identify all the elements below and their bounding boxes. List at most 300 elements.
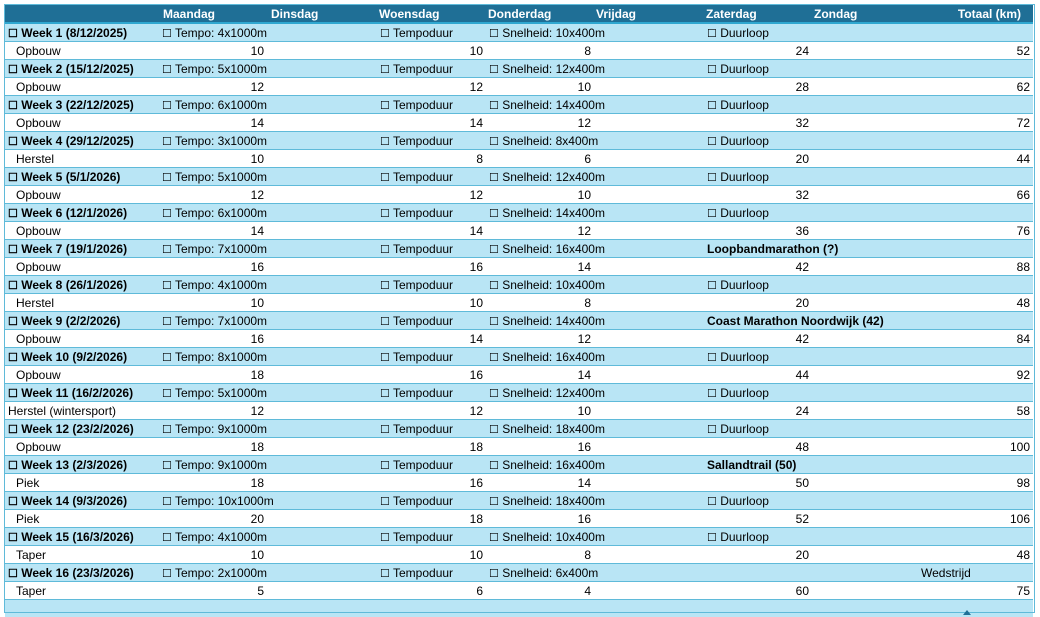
checkbox-icon[interactable]: ☐ [707, 100, 717, 112]
km-empty[interactable] [594, 438, 704, 456]
km-empty[interactable] [812, 510, 915, 528]
km-dinsdag[interactable]: 12 [159, 78, 267, 96]
km-vrijdag[interactable]: 8 [486, 546, 594, 564]
checkbox-icon[interactable]: ☐ [162, 208, 172, 220]
km-empty[interactable] [594, 330, 704, 348]
wednesday-session-cell[interactable] [377, 204, 486, 222]
checkbox-icon[interactable]: ☐ [8, 280, 18, 292]
km-dinsdag[interactable]: 14 [159, 222, 267, 240]
phase-cell[interactable]: Herstel (wintersport) [5, 402, 159, 420]
km-vrijdag[interactable]: 12 [486, 114, 594, 132]
week-cell[interactable] [5, 168, 159, 186]
resize-handle-icon[interactable] [963, 610, 971, 615]
km-vrijdag[interactable]: 14 [486, 474, 594, 492]
wednesday-session-cell[interactable] [377, 384, 486, 402]
km-empty[interactable] [594, 42, 704, 60]
checkbox-icon[interactable]: ☐ [162, 460, 172, 472]
checkbox-icon[interactable]: ☐ [380, 64, 390, 76]
km-totaal[interactable]: 84 [915, 330, 1033, 348]
km-zondag[interactable]: 32 [704, 186, 812, 204]
km-totaal[interactable]: 62 [915, 78, 1033, 96]
km-donderdag[interactable]: 16 [377, 474, 486, 492]
sunday-session-cell[interactable] [915, 420, 1033, 438]
km-totaal[interactable]: 72 [915, 114, 1033, 132]
km-zondag[interactable]: 60 [704, 582, 812, 600]
km-empty[interactable] [267, 42, 377, 60]
saturday-session-cell[interactable] [704, 564, 915, 582]
km-vrijdag[interactable]: 10 [486, 402, 594, 420]
checkbox-icon[interactable]: ☐ [380, 208, 390, 220]
saturday-session-cell[interactable] [704, 132, 915, 150]
checkbox-icon[interactable]: ☐ [162, 568, 172, 580]
saturday-session-cell[interactable] [704, 348, 915, 366]
km-empty[interactable] [812, 222, 915, 240]
thursday-session-cell[interactable] [486, 564, 704, 582]
checkbox-icon[interactable]: ☐ [707, 208, 717, 220]
km-vrijdag[interactable]: 10 [486, 78, 594, 96]
wednesday-session-cell[interactable] [377, 564, 486, 582]
saturday-session-cell[interactable] [704, 240, 915, 258]
wednesday-session-cell[interactable] [377, 276, 486, 294]
km-empty[interactable] [594, 294, 704, 312]
sunday-session-cell[interactable] [915, 384, 1033, 402]
km-donderdag[interactable]: 8 [377, 150, 486, 168]
monday-session-cell[interactable] [159, 528, 377, 546]
checkbox-icon[interactable]: ☐ [8, 316, 18, 328]
km-donderdag[interactable]: 14 [377, 330, 486, 348]
sunday-session-cell[interactable] [915, 348, 1033, 366]
sunday-session-cell[interactable] [915, 564, 1033, 582]
sunday-session-cell[interactable] [915, 132, 1033, 150]
checkbox-icon[interactable]: ☐ [162, 496, 172, 508]
km-empty[interactable] [594, 258, 704, 276]
checkbox-icon[interactable]: ☐ [8, 172, 18, 184]
checkbox-icon[interactable]: ☐ [162, 136, 172, 148]
sunday-session-cell[interactable] [915, 204, 1033, 222]
km-totaal[interactable]: 100 [915, 438, 1033, 456]
wednesday-session-cell[interactable] [377, 132, 486, 150]
checkbox-icon[interactable]: ☐ [380, 172, 390, 184]
saturday-session-cell[interactable] [704, 528, 915, 546]
km-dinsdag[interactable]: 10 [159, 294, 267, 312]
monday-session-cell[interactable] [159, 204, 377, 222]
monday-session-cell[interactable] [159, 564, 377, 582]
checkbox-icon[interactable]: ☐ [380, 136, 390, 148]
checkbox-icon[interactable]: ☐ [380, 316, 390, 328]
checkbox-icon[interactable]: ☐ [380, 280, 390, 292]
km-empty[interactable] [594, 78, 704, 96]
sunday-session-cell[interactable] [915, 60, 1033, 78]
week-cell[interactable] [5, 456, 159, 474]
checkbox-icon[interactable]: ☐ [380, 244, 390, 256]
km-empty[interactable] [812, 366, 915, 384]
checkbox-icon[interactable]: ☐ [8, 568, 18, 580]
km-zondag[interactable]: 28 [704, 78, 812, 96]
monday-session-cell[interactable] [159, 384, 377, 402]
km-dinsdag[interactable]: 12 [159, 402, 267, 420]
km-empty[interactable] [267, 258, 377, 276]
sunday-session-cell[interactable] [915, 23, 1033, 42]
week-cell[interactable] [5, 384, 159, 402]
week-cell[interactable] [5, 204, 159, 222]
checkbox-icon[interactable]: ☐ [489, 496, 499, 508]
km-empty[interactable] [267, 546, 377, 564]
checkbox-icon[interactable]: ☐ [489, 352, 499, 364]
monday-session-cell[interactable] [159, 348, 377, 366]
thursday-session-cell[interactable] [486, 456, 704, 474]
checkbox-icon[interactable]: ☐ [380, 424, 390, 436]
sunday-session-cell[interactable] [915, 276, 1033, 294]
checkbox-icon[interactable]: ☐ [8, 100, 18, 112]
km-empty[interactable] [812, 294, 915, 312]
checkbox-icon[interactable]: ☐ [489, 280, 499, 292]
km-zondag[interactable]: 52 [704, 510, 812, 528]
checkbox-icon[interactable]: ☐ [8, 208, 18, 220]
km-empty[interactable] [594, 222, 704, 240]
week-cell[interactable] [5, 348, 159, 366]
monday-session-cell[interactable] [159, 168, 377, 186]
checkbox-icon[interactable]: ☐ [8, 244, 18, 256]
wednesday-session-cell[interactable] [377, 420, 486, 438]
km-donderdag[interactable]: 12 [377, 186, 486, 204]
thursday-session-cell[interactable] [486, 132, 704, 150]
km-zondag[interactable]: 20 [704, 150, 812, 168]
km-dinsdag[interactable]: 5 [159, 582, 267, 600]
km-empty[interactable] [594, 114, 704, 132]
km-zondag[interactable]: 20 [704, 546, 812, 564]
checkbox-icon[interactable]: ☐ [162, 424, 172, 436]
checkbox-icon[interactable]: ☐ [707, 424, 717, 436]
km-vrijdag[interactable]: 16 [486, 510, 594, 528]
monday-session-cell[interactable] [159, 60, 377, 78]
thursday-session-cell[interactable] [486, 348, 704, 366]
monday-session-cell[interactable] [159, 276, 377, 294]
km-vrijdag[interactable]: 8 [486, 42, 594, 60]
km-vrijdag[interactable]: 12 [486, 330, 594, 348]
checkbox-icon[interactable]: ☐ [489, 568, 499, 580]
week-cell[interactable] [5, 492, 159, 510]
km-totaal[interactable]: 92 [915, 366, 1033, 384]
checkbox-icon[interactable]: ☐ [707, 28, 717, 40]
week-cell[interactable] [5, 132, 159, 150]
km-vrijdag[interactable]: 8 [486, 294, 594, 312]
phase-cell[interactable]: Opbouw [5, 186, 159, 204]
km-dinsdag[interactable]: 18 [159, 366, 267, 384]
km-totaal[interactable]: 48 [915, 294, 1033, 312]
km-donderdag[interactable]: 6 [377, 582, 486, 600]
saturday-session-cell[interactable] [704, 60, 915, 78]
sunday-session-cell[interactable] [915, 312, 1033, 330]
wednesday-session-cell[interactable] [377, 492, 486, 510]
km-donderdag[interactable]: 10 [377, 294, 486, 312]
checkbox-icon[interactable]: ☐ [380, 28, 390, 40]
week-cell[interactable] [5, 276, 159, 294]
km-donderdag[interactable]: 10 [377, 42, 486, 60]
km-empty[interactable] [267, 114, 377, 132]
km-dinsdag[interactable]: 14 [159, 114, 267, 132]
km-empty[interactable] [594, 150, 704, 168]
km-empty[interactable] [267, 474, 377, 492]
km-donderdag[interactable]: 10 [377, 546, 486, 564]
checkbox-icon[interactable]: ☐ [380, 532, 390, 544]
phase-cell[interactable]: Opbouw [5, 42, 159, 60]
monday-session-cell[interactable] [159, 492, 377, 510]
km-dinsdag[interactable]: 18 [159, 438, 267, 456]
km-totaal[interactable]: 48 [915, 546, 1033, 564]
km-zondag[interactable]: 24 [704, 42, 812, 60]
km-totaal[interactable]: 76 [915, 222, 1033, 240]
km-empty[interactable] [267, 186, 377, 204]
monday-session-cell[interactable] [159, 23, 377, 42]
checkbox-icon[interactable]: ☐ [489, 424, 499, 436]
km-vrijdag[interactable]: 10 [486, 186, 594, 204]
monday-session-cell[interactable] [159, 240, 377, 258]
wednesday-session-cell[interactable] [377, 348, 486, 366]
week-cell[interactable] [5, 420, 159, 438]
km-zondag[interactable]: 20 [704, 294, 812, 312]
km-empty[interactable] [267, 294, 377, 312]
thursday-session-cell[interactable] [486, 240, 704, 258]
km-totaal[interactable]: 75 [915, 582, 1033, 600]
km-empty[interactable] [812, 438, 915, 456]
sunday-session-cell[interactable] [915, 168, 1033, 186]
checkbox-icon[interactable]: ☐ [707, 172, 717, 184]
thursday-session-cell[interactable] [486, 312, 704, 330]
checkbox-icon[interactable]: ☐ [162, 316, 172, 328]
checkbox-icon[interactable]: ☐ [380, 388, 390, 400]
checkbox-icon[interactable]: ☐ [707, 496, 717, 508]
km-totaal[interactable]: 66 [915, 186, 1033, 204]
checkbox-icon[interactable]: ☐ [707, 352, 717, 364]
thursday-session-cell[interactable] [486, 420, 704, 438]
km-zondag[interactable]: 42 [704, 258, 812, 276]
checkbox-icon[interactable]: ☐ [162, 352, 172, 364]
km-zondag[interactable]: 44 [704, 366, 812, 384]
sunday-session-cell[interactable] [915, 240, 1033, 258]
km-empty[interactable] [812, 186, 915, 204]
thursday-session-cell[interactable] [486, 276, 704, 294]
checkbox-icon[interactable]: ☐ [380, 460, 390, 472]
wednesday-session-cell[interactable] [377, 312, 486, 330]
km-zondag[interactable]: 42 [704, 330, 812, 348]
km-dinsdag[interactable]: 16 [159, 330, 267, 348]
phase-cell[interactable]: Opbouw [5, 366, 159, 384]
km-donderdag[interactable]: 14 [377, 114, 486, 132]
km-empty[interactable] [812, 330, 915, 348]
km-totaal[interactable]: 98 [915, 474, 1033, 492]
saturday-session-cell[interactable] [704, 420, 915, 438]
phase-cell[interactable]: Opbouw [5, 114, 159, 132]
wednesday-session-cell[interactable] [377, 23, 486, 42]
km-vrijdag[interactable]: 6 [486, 150, 594, 168]
km-empty[interactable] [812, 546, 915, 564]
week-cell[interactable] [5, 528, 159, 546]
checkbox-icon[interactable]: ☐ [489, 388, 499, 400]
checkbox-icon[interactable]: ☐ [162, 244, 172, 256]
checkbox-icon[interactable]: ☐ [8, 136, 18, 148]
checkbox-icon[interactable]: ☐ [162, 64, 172, 76]
checkbox-icon[interactable]: ☐ [707, 388, 717, 400]
checkbox-icon[interactable]: ☐ [489, 208, 499, 220]
km-donderdag[interactable]: 16 [377, 258, 486, 276]
km-empty[interactable] [812, 474, 915, 492]
km-empty[interactable] [812, 42, 915, 60]
km-empty[interactable] [812, 258, 915, 276]
checkbox-icon[interactable]: ☐ [8, 532, 18, 544]
km-empty[interactable] [594, 366, 704, 384]
checkbox-icon[interactable]: ☐ [380, 100, 390, 112]
saturday-session-cell[interactable] [704, 312, 915, 330]
checkbox-icon[interactable]: ☐ [489, 100, 499, 112]
km-empty[interactable] [267, 582, 377, 600]
week-cell[interactable] [5, 60, 159, 78]
checkbox-icon[interactable]: ☐ [707, 532, 717, 544]
km-empty[interactable] [812, 114, 915, 132]
km-zondag[interactable]: 32 [704, 114, 812, 132]
phase-cell[interactable]: Opbouw [5, 78, 159, 96]
checkbox-icon[interactable]: ☐ [162, 100, 172, 112]
wednesday-session-cell[interactable] [377, 60, 486, 78]
week-cell[interactable] [5, 96, 159, 114]
km-dinsdag[interactable]: 10 [159, 546, 267, 564]
checkbox-icon[interactable]: ☐ [380, 352, 390, 364]
km-dinsdag[interactable]: 16 [159, 258, 267, 276]
phase-cell[interactable]: Opbouw [5, 222, 159, 240]
week-cell[interactable] [5, 564, 159, 582]
wednesday-session-cell[interactable] [377, 96, 486, 114]
sunday-session-cell[interactable] [915, 456, 1033, 474]
km-empty[interactable] [594, 474, 704, 492]
checkbox-icon[interactable]: ☐ [489, 460, 499, 472]
km-donderdag[interactable]: 12 [377, 78, 486, 96]
checkbox-icon[interactable]: ☐ [8, 460, 18, 472]
checkbox-icon[interactable]: ☐ [707, 136, 717, 148]
km-donderdag[interactable]: 16 [377, 366, 486, 384]
km-empty[interactable] [812, 582, 915, 600]
phase-cell[interactable]: Opbouw [5, 258, 159, 276]
checkbox-icon[interactable]: ☐ [489, 244, 499, 256]
checkbox-icon[interactable]: ☐ [489, 136, 499, 148]
checkbox-icon[interactable]: ☐ [489, 64, 499, 76]
checkbox-icon[interactable]: ☐ [162, 28, 172, 40]
week-cell[interactable] [5, 23, 159, 42]
km-empty[interactable] [267, 222, 377, 240]
phase-cell[interactable]: Taper [5, 546, 159, 564]
thursday-session-cell[interactable] [486, 384, 704, 402]
km-empty[interactable] [267, 402, 377, 420]
km-donderdag[interactable]: 18 [377, 438, 486, 456]
checkbox-icon[interactable]: ☐ [162, 532, 172, 544]
saturday-session-cell[interactable] [704, 96, 915, 114]
checkbox-icon[interactable]: ☐ [162, 280, 172, 292]
km-vrijdag[interactable]: 12 [486, 222, 594, 240]
km-empty[interactable] [267, 438, 377, 456]
thursday-session-cell[interactable] [486, 168, 704, 186]
checkbox-icon[interactable]: ☐ [8, 424, 18, 436]
monday-session-cell[interactable] [159, 96, 377, 114]
checkbox-icon[interactable]: ☐ [8, 28, 18, 40]
sunday-session-cell[interactable] [915, 96, 1033, 114]
km-empty[interactable] [812, 402, 915, 420]
km-vrijdag[interactable]: 14 [486, 366, 594, 384]
monday-session-cell[interactable] [159, 456, 377, 474]
wednesday-session-cell[interactable] [377, 168, 486, 186]
km-dinsdag[interactable]: 18 [159, 474, 267, 492]
km-vrijdag[interactable]: 4 [486, 582, 594, 600]
km-empty[interactable] [812, 150, 915, 168]
saturday-session-cell[interactable] [704, 168, 915, 186]
km-empty[interactable] [594, 546, 704, 564]
km-vrijdag[interactable]: 14 [486, 258, 594, 276]
week-cell[interactable] [5, 240, 159, 258]
saturday-session-cell[interactable] [704, 276, 915, 294]
checkbox-icon[interactable]: ☐ [380, 496, 390, 508]
km-zondag[interactable]: 24 [704, 402, 812, 420]
km-totaal[interactable]: 106 [915, 510, 1033, 528]
km-dinsdag[interactable]: 12 [159, 186, 267, 204]
thursday-session-cell[interactable] [486, 528, 704, 546]
km-zondag[interactable]: 50 [704, 474, 812, 492]
checkbox-icon[interactable]: ☐ [489, 316, 499, 328]
phase-cell[interactable]: Taper [5, 582, 159, 600]
km-donderdag[interactable]: 18 [377, 510, 486, 528]
checkbox-icon[interactable]: ☐ [8, 496, 18, 508]
checkbox-icon[interactable]: ☐ [380, 568, 390, 580]
saturday-session-cell[interactable] [704, 204, 915, 222]
checkbox-icon[interactable]: ☐ [162, 388, 172, 400]
phase-cell[interactable]: Piek [5, 510, 159, 528]
km-totaal[interactable]: 58 [915, 402, 1033, 420]
km-empty[interactable] [267, 78, 377, 96]
checkbox-icon[interactable]: ☐ [489, 172, 499, 184]
checkbox-icon[interactable]: ☐ [489, 532, 499, 544]
km-zondag[interactable]: 48 [704, 438, 812, 456]
km-donderdag[interactable]: 14 [377, 222, 486, 240]
km-empty[interactable] [267, 510, 377, 528]
km-dinsdag[interactable]: 10 [159, 42, 267, 60]
phase-cell[interactable]: Herstel [5, 294, 159, 312]
km-empty[interactable] [267, 366, 377, 384]
km-totaal[interactable]: 88 [915, 258, 1033, 276]
km-empty[interactable] [812, 78, 915, 96]
km-empty[interactable] [594, 582, 704, 600]
km-totaal[interactable]: 52 [915, 42, 1033, 60]
checkbox-icon[interactable]: ☐ [707, 64, 717, 76]
thursday-session-cell[interactable] [486, 96, 704, 114]
sunday-session-cell[interactable] [915, 528, 1033, 546]
checkbox-icon[interactable]: ☐ [8, 388, 18, 400]
wednesday-session-cell[interactable] [377, 456, 486, 474]
km-empty[interactable] [594, 510, 704, 528]
km-zondag[interactable]: 36 [704, 222, 812, 240]
km-empty[interactable] [594, 186, 704, 204]
km-totaal[interactable]: 44 [915, 150, 1033, 168]
monday-session-cell[interactable] [159, 312, 377, 330]
km-dinsdag[interactable]: 10 [159, 150, 267, 168]
km-empty[interactable] [267, 330, 377, 348]
km-empty[interactable] [594, 402, 704, 420]
checkbox-icon[interactable]: ☐ [489, 28, 499, 40]
km-dinsdag[interactable]: 20 [159, 510, 267, 528]
saturday-session-cell[interactable] [704, 492, 915, 510]
phase-cell[interactable]: Opbouw [5, 438, 159, 456]
monday-session-cell[interactable] [159, 132, 377, 150]
saturday-session-cell[interactable] [704, 384, 915, 402]
checkbox-icon[interactable]: ☐ [707, 280, 717, 292]
wednesday-session-cell[interactable] [377, 528, 486, 546]
phase-cell[interactable]: Piek [5, 474, 159, 492]
checkbox-icon[interactable]: ☐ [8, 352, 18, 364]
